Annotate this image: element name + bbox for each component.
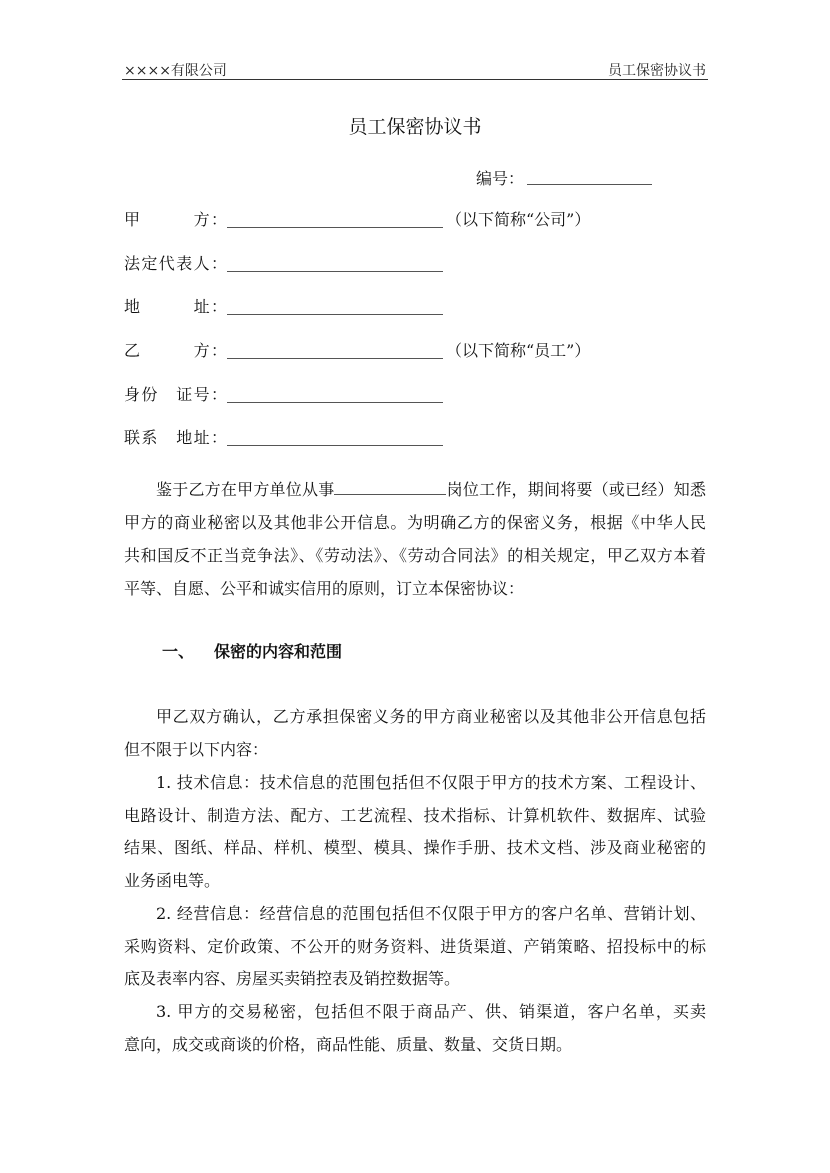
header-company: ××××有限公司: [124, 63, 227, 79]
serial-field[interactable]: [527, 184, 652, 185]
field-input[interactable]: [227, 358, 443, 359]
section-number: 一、: [162, 642, 195, 661]
field-input[interactable]: [227, 314, 443, 315]
section-title: 保密的内容和范围: [214, 642, 343, 661]
intro-line: 甲乙双方确认，乙方承担保密义务的甲方商业秘密以及其他非公开信息包括: [156, 707, 706, 726]
item-line: 结果、图纸、样品、样机、模型、模具、操作手册、技术文档、涉及商业秘密的: [124, 838, 706, 858]
header-divider: [122, 79, 708, 80]
field-input[interactable]: [227, 402, 443, 403]
item-line: 电路设计、制造方法、配方、工艺流程、技术指标、计算机软件、数据库、试验: [124, 805, 706, 825]
field-input[interactable]: [227, 445, 443, 446]
item-line: 3. 甲方的交易秘密，包括但不限于商品产、供、销渠道，客户名单，买卖: [156, 1001, 706, 1021]
field-label: 甲 方：: [124, 210, 227, 229]
document-title: 员工保密协议书: [348, 116, 482, 138]
item-line: 1. 技术信息：技术信息的范围包括但不仅限于甲方的技术方案、工程设计、: [156, 773, 706, 792]
field-label: 地 址：: [124, 297, 227, 316]
preamble-line: 鉴于乙方在甲方单位从事 岗位工作，期间将要（或已经）知悉: [156, 480, 706, 499]
item-line: 业务函电等。: [124, 871, 221, 891]
serial-label: 编号：: [476, 169, 525, 188]
preamble-line: 甲方的商业秘密以及其他非公开信息。为明确乙方的保密义务，根据《中华人民: [124, 513, 706, 532]
field-input[interactable]: [227, 271, 443, 272]
field-label: 联系 地址：: [124, 428, 227, 447]
item-line: 2. 经营信息：经营信息的范围包括但不仅限于甲方的客户名单、营销计划、: [156, 903, 706, 923]
field-label: 身份 证号：: [124, 385, 227, 404]
preamble-line: 平等、自愿、公平和诚实信用的原则，订立本保密协议：: [124, 579, 525, 598]
item-line: 底及表率内容、房屋买卖销控表及销控数据等。: [124, 969, 461, 989]
field-note: （以下简称“公司”）: [446, 210, 591, 229]
header-doc-title: 员工保密协议书: [608, 63, 706, 79]
field-input[interactable]: [227, 227, 443, 228]
field-note: （以下简称“员工”）: [446, 341, 591, 360]
preamble-line: 共和国反不正当竞争法》、《劳动法》、《劳动合同法》的相关规定，甲乙双方本着: [124, 546, 706, 565]
intro-line: 但不限于以下内容：: [124, 740, 269, 759]
position-blank[interactable]: [334, 480, 446, 495]
item-line: 意向，成交或商谈的价格，商品性能、质量、数量、交货日期。: [124, 1034, 573, 1054]
field-label: 法定代表人：: [124, 254, 227, 273]
item-line: 采购资料、定价政策、不公开的财务资料、进货渠道、产销策略、招投标中的标: [124, 936, 706, 956]
field-label: 乙 方：: [124, 341, 227, 360]
